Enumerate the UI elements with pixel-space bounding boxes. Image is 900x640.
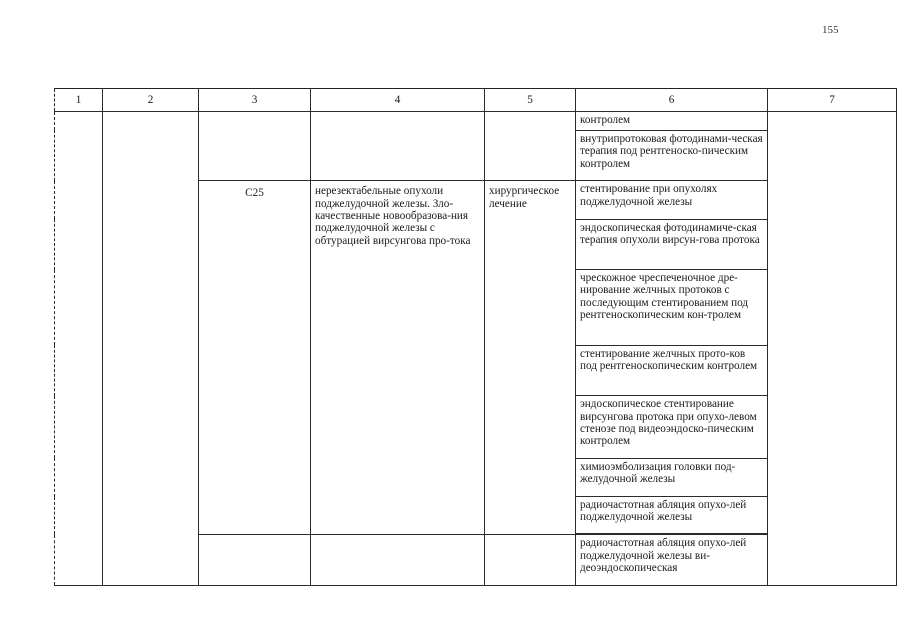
cell-col-7 — [768, 112, 897, 586]
table-row — [55, 112, 897, 131]
method-cell: внутрипротоковая фотодинами-ческая терапия под рентгеноско-пическим контролем — [576, 130, 768, 180]
medical-care-table — [54, 88, 897, 586]
header-col-7: 7 — [768, 89, 897, 112]
cell-col-1 — [55, 112, 103, 586]
header-row — [55, 89, 897, 112]
cell-col-2 — [103, 112, 199, 586]
cell-col-4 — [311, 535, 485, 586]
cell-col-3 — [199, 535, 311, 586]
method-cell: стентирование желчных прото-ков под рентгеноскопическим контролем — [576, 345, 768, 395]
method-cell: контролем — [576, 112, 768, 131]
header-col-6: 6 — [576, 89, 768, 112]
method-cell: эндоскопическая фотодинамиче-ская терапия опухоли вирсун-гова протока — [576, 219, 768, 269]
method-cell: химиоэмболизация головки под-желудочной железы — [576, 458, 768, 496]
method-cell: радиочастотная абляция опухо-лей поджелудочной железы — [576, 497, 768, 534]
header-col-2: 2 — [103, 89, 199, 112]
method-cell: чрескожное чреспеченочное дре-нирование желчных протоков с последующим стентированием под рентгеноскопическим кон-тролем — [576, 270, 768, 346]
header-col-4: 4 — [311, 89, 485, 112]
method-cell: эндоскопическое стентирование вирсунгова протока при опухо-левом стенозе под видеоэндоско-пическим контролем — [576, 396, 768, 459]
page-number: 155 — [822, 24, 839, 36]
cell-col-5 — [485, 535, 576, 586]
method-cell: радиочастотная абляция опухо-лей поджелудочной железы ви-деоэндоскопическая — [576, 535, 768, 586]
header-col-3: 3 — [199, 89, 311, 112]
cell-col-4 — [311, 112, 485, 181]
diagnosis-cell: нерезектабельные опухоли поджелудочной железы. Зло-качественные новообразова-ния поджелудочной железы с обтурацией вирсунгова про-тока — [311, 181, 485, 535]
icd-code-cell: C25 — [199, 181, 311, 535]
method-cell: стентирование при опухолях поджелудочной железы — [576, 181, 768, 219]
cell-col-3 — [199, 112, 311, 181]
cell-col-5 — [485, 112, 576, 181]
treatment-type-cell: хирургическое лечение — [485, 181, 576, 535]
header-col-5: 5 — [485, 89, 576, 112]
header-col-1: 1 — [55, 89, 103, 112]
